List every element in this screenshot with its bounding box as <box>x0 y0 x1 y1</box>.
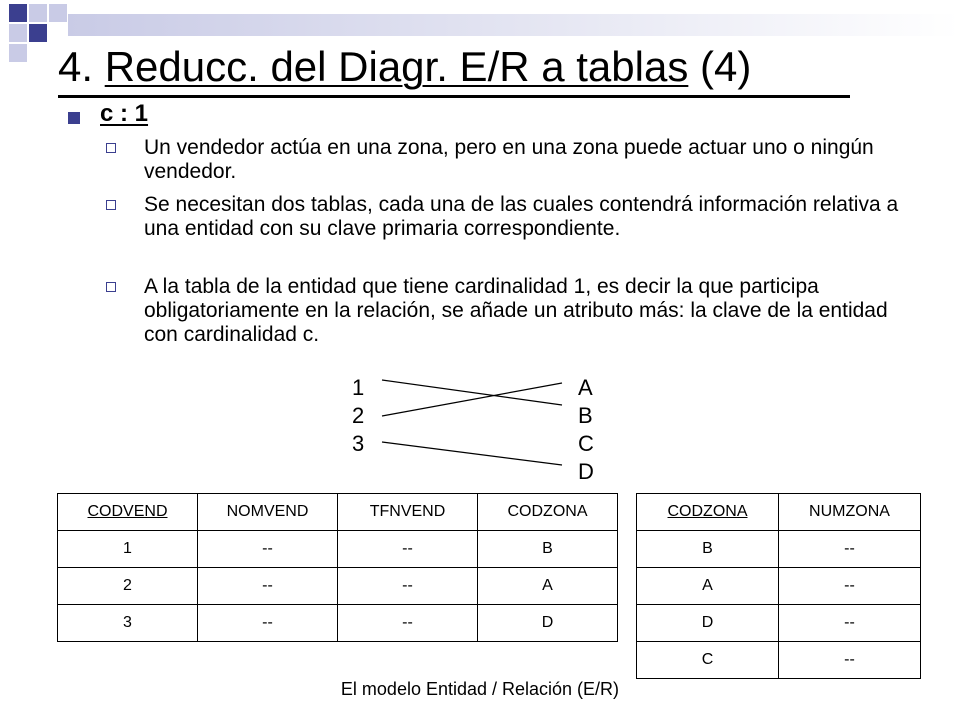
table-cell: C <box>637 642 779 679</box>
bullet-text-2: Se necesitan dos tablas, cada una de las cuales contendrá información relativa a una entidad con su clave primaria correspondiente. <box>144 193 899 240</box>
table-cell: -- <box>198 531 338 568</box>
corner-square <box>9 44 27 62</box>
section-heading: c : 1 <box>100 100 149 127</box>
table-cell: B <box>637 531 779 568</box>
bullet-square-icon <box>68 112 80 124</box>
table-cell: -- <box>198 568 338 605</box>
column-header: CODZONA <box>637 494 779 531</box>
table-cell: -- <box>779 568 921 605</box>
table-header-row <box>637 494 921 531</box>
left-item: 2 <box>352 403 365 428</box>
corner-square <box>29 24 47 42</box>
corner-square <box>9 24 27 42</box>
vendedor-table <box>57 493 618 642</box>
table-cell: A <box>637 568 779 605</box>
zona-table <box>636 493 921 679</box>
right-item: A <box>578 375 593 400</box>
bullet-hollow-square-icon <box>106 282 116 292</box>
table-cell: -- <box>779 531 921 568</box>
table-cell: -- <box>198 605 338 642</box>
bullet-hollow-square-icon <box>106 143 116 153</box>
mapping-line <box>382 383 562 416</box>
column-header: CODVEND <box>58 494 198 531</box>
left-item: 3 <box>352 431 365 456</box>
table-cell: -- <box>338 531 478 568</box>
table-row <box>637 531 921 568</box>
table-cell: 2 <box>58 568 198 605</box>
table-cell: B <box>478 531 618 568</box>
table-cell: -- <box>779 605 921 642</box>
table-cell: 3 <box>58 605 198 642</box>
table-cell: 1 <box>58 531 198 568</box>
table-row <box>58 531 618 568</box>
table-cell: D <box>478 605 618 642</box>
header-gradient-bar <box>68 14 960 36</box>
slide-footer: El modelo Entidad / Relación (E/R) <box>340 679 620 699</box>
table-cell: A <box>478 568 618 605</box>
mapping-diagram <box>340 370 620 490</box>
right-item: B <box>578 403 593 428</box>
corner-square <box>9 4 27 22</box>
right-item: C <box>578 431 594 456</box>
corner-square <box>49 4 67 22</box>
mapping-line <box>382 442 562 465</box>
title-suffix: (4) <box>688 43 752 90</box>
column-header: NUMZONA <box>779 494 921 531</box>
table-cell: -- <box>338 568 478 605</box>
table-cell: -- <box>338 605 478 642</box>
table-row <box>58 605 618 642</box>
bullet-text-3: A la tabla de la entidad que tiene cardinalidad 1, es decir la que participa obligatoriamente en la relación, se añade un atributo más: la clave de la entidad con cardinalidad c. <box>144 275 888 346</box>
title-rule <box>58 95 850 98</box>
corner-square <box>29 4 47 22</box>
title-prefix: 4. <box>58 43 105 90</box>
column-header: TFNVEND <box>338 494 478 531</box>
column-header: CODZONA <box>478 494 618 531</box>
table-cell: -- <box>779 642 921 679</box>
table-cell: D <box>637 605 779 642</box>
slide-title <box>58 42 751 92</box>
table-row <box>637 568 921 605</box>
table-header-row <box>58 494 618 531</box>
table-row <box>637 605 921 642</box>
bullet-hollow-square-icon <box>106 200 116 210</box>
left-item: 1 <box>352 375 365 400</box>
mapping-line <box>382 380 562 405</box>
title-main: Reducc. del Diagr. E/R a tablas <box>104 43 689 90</box>
column-header: NOMVEND <box>198 494 338 531</box>
right-item: D <box>578 459 594 484</box>
table-row <box>58 568 618 605</box>
bullet-text-1: Un vendedor actúa en una zona, pero en una zona puede actuar uno o ningún vendedor. <box>144 136 874 183</box>
table-row <box>637 642 921 679</box>
